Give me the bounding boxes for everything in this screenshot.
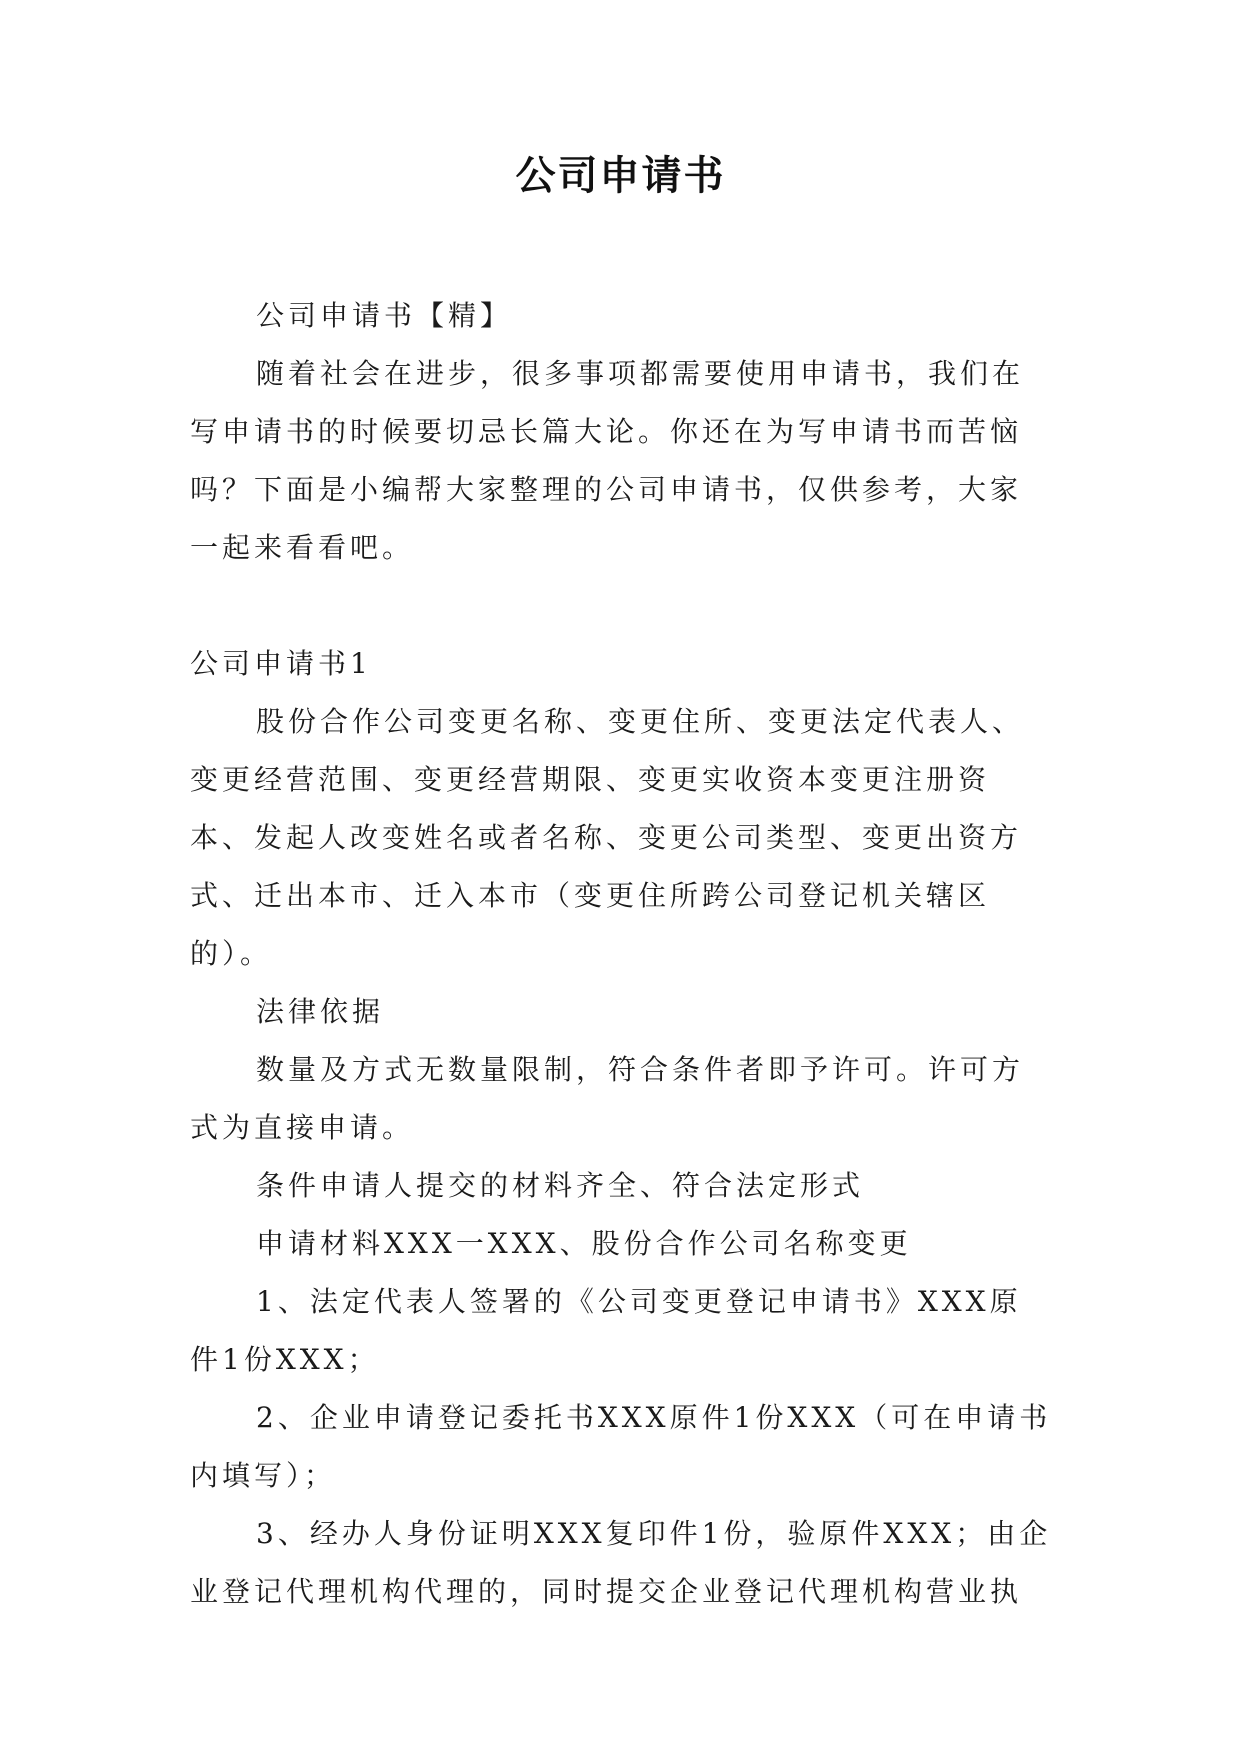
paragraph-intro: 随着社会在进步，很多事项都需要使用申请书，我们在写申请书的时候要切忌长篇大论。你还在为写申请书而苦恼吗？下面是小编帮大家整理的公司申请书，仅供参考，大家一起来看看吧。 [190,357,1025,564]
list-item-2: 2、企业申请登记委托书XXX原件1份XXX（可在申请书内填写）； [190,1401,1052,1492]
section-heading: 公司申请书1 [190,647,372,680]
paragraph-spacer [190,577,1052,635]
paragraph-materials: 申请材料XXX一XXX、股份合作公司名称变更 [256,1227,912,1260]
paragraph-conditions: 条件申请人提交的材料齐全、符合法定形式 [256,1169,865,1202]
paragraph-quantity: 数量及方式无数量限制，符合条件者即予许可。许可方式为直接申请。 [190,1053,1025,1144]
list-item-3: 3、经办人身份证明XXX复印件1份，验原件XXX；由企业登记代理机构代理的，同时提交企业登记代理机构营业执 [190,1517,1052,1608]
paragraph-subtitle: 公司申请书【精】 [256,299,513,332]
document-title: 公司申请书 [515,153,726,199]
document-body [190,287,1052,1621]
paragraph-legal-basis: 法律依据 [256,995,385,1028]
list-item-1: 1、法定代表人签署的《公司变更登记申请书》XXX原件1份XXX； [190,1285,1022,1376]
paragraph-scope: 股份合作公司变更名称、变更住所、变更法定代表人、变更经营范围、变更经营期限、变更实收资本变更注册资本、发起人改变姓名或者名称、变更公司类型、变更出资方式、迁出本市、迁入本市（变更住所跨公司登记机关辖区的）。 [190,705,1025,970]
